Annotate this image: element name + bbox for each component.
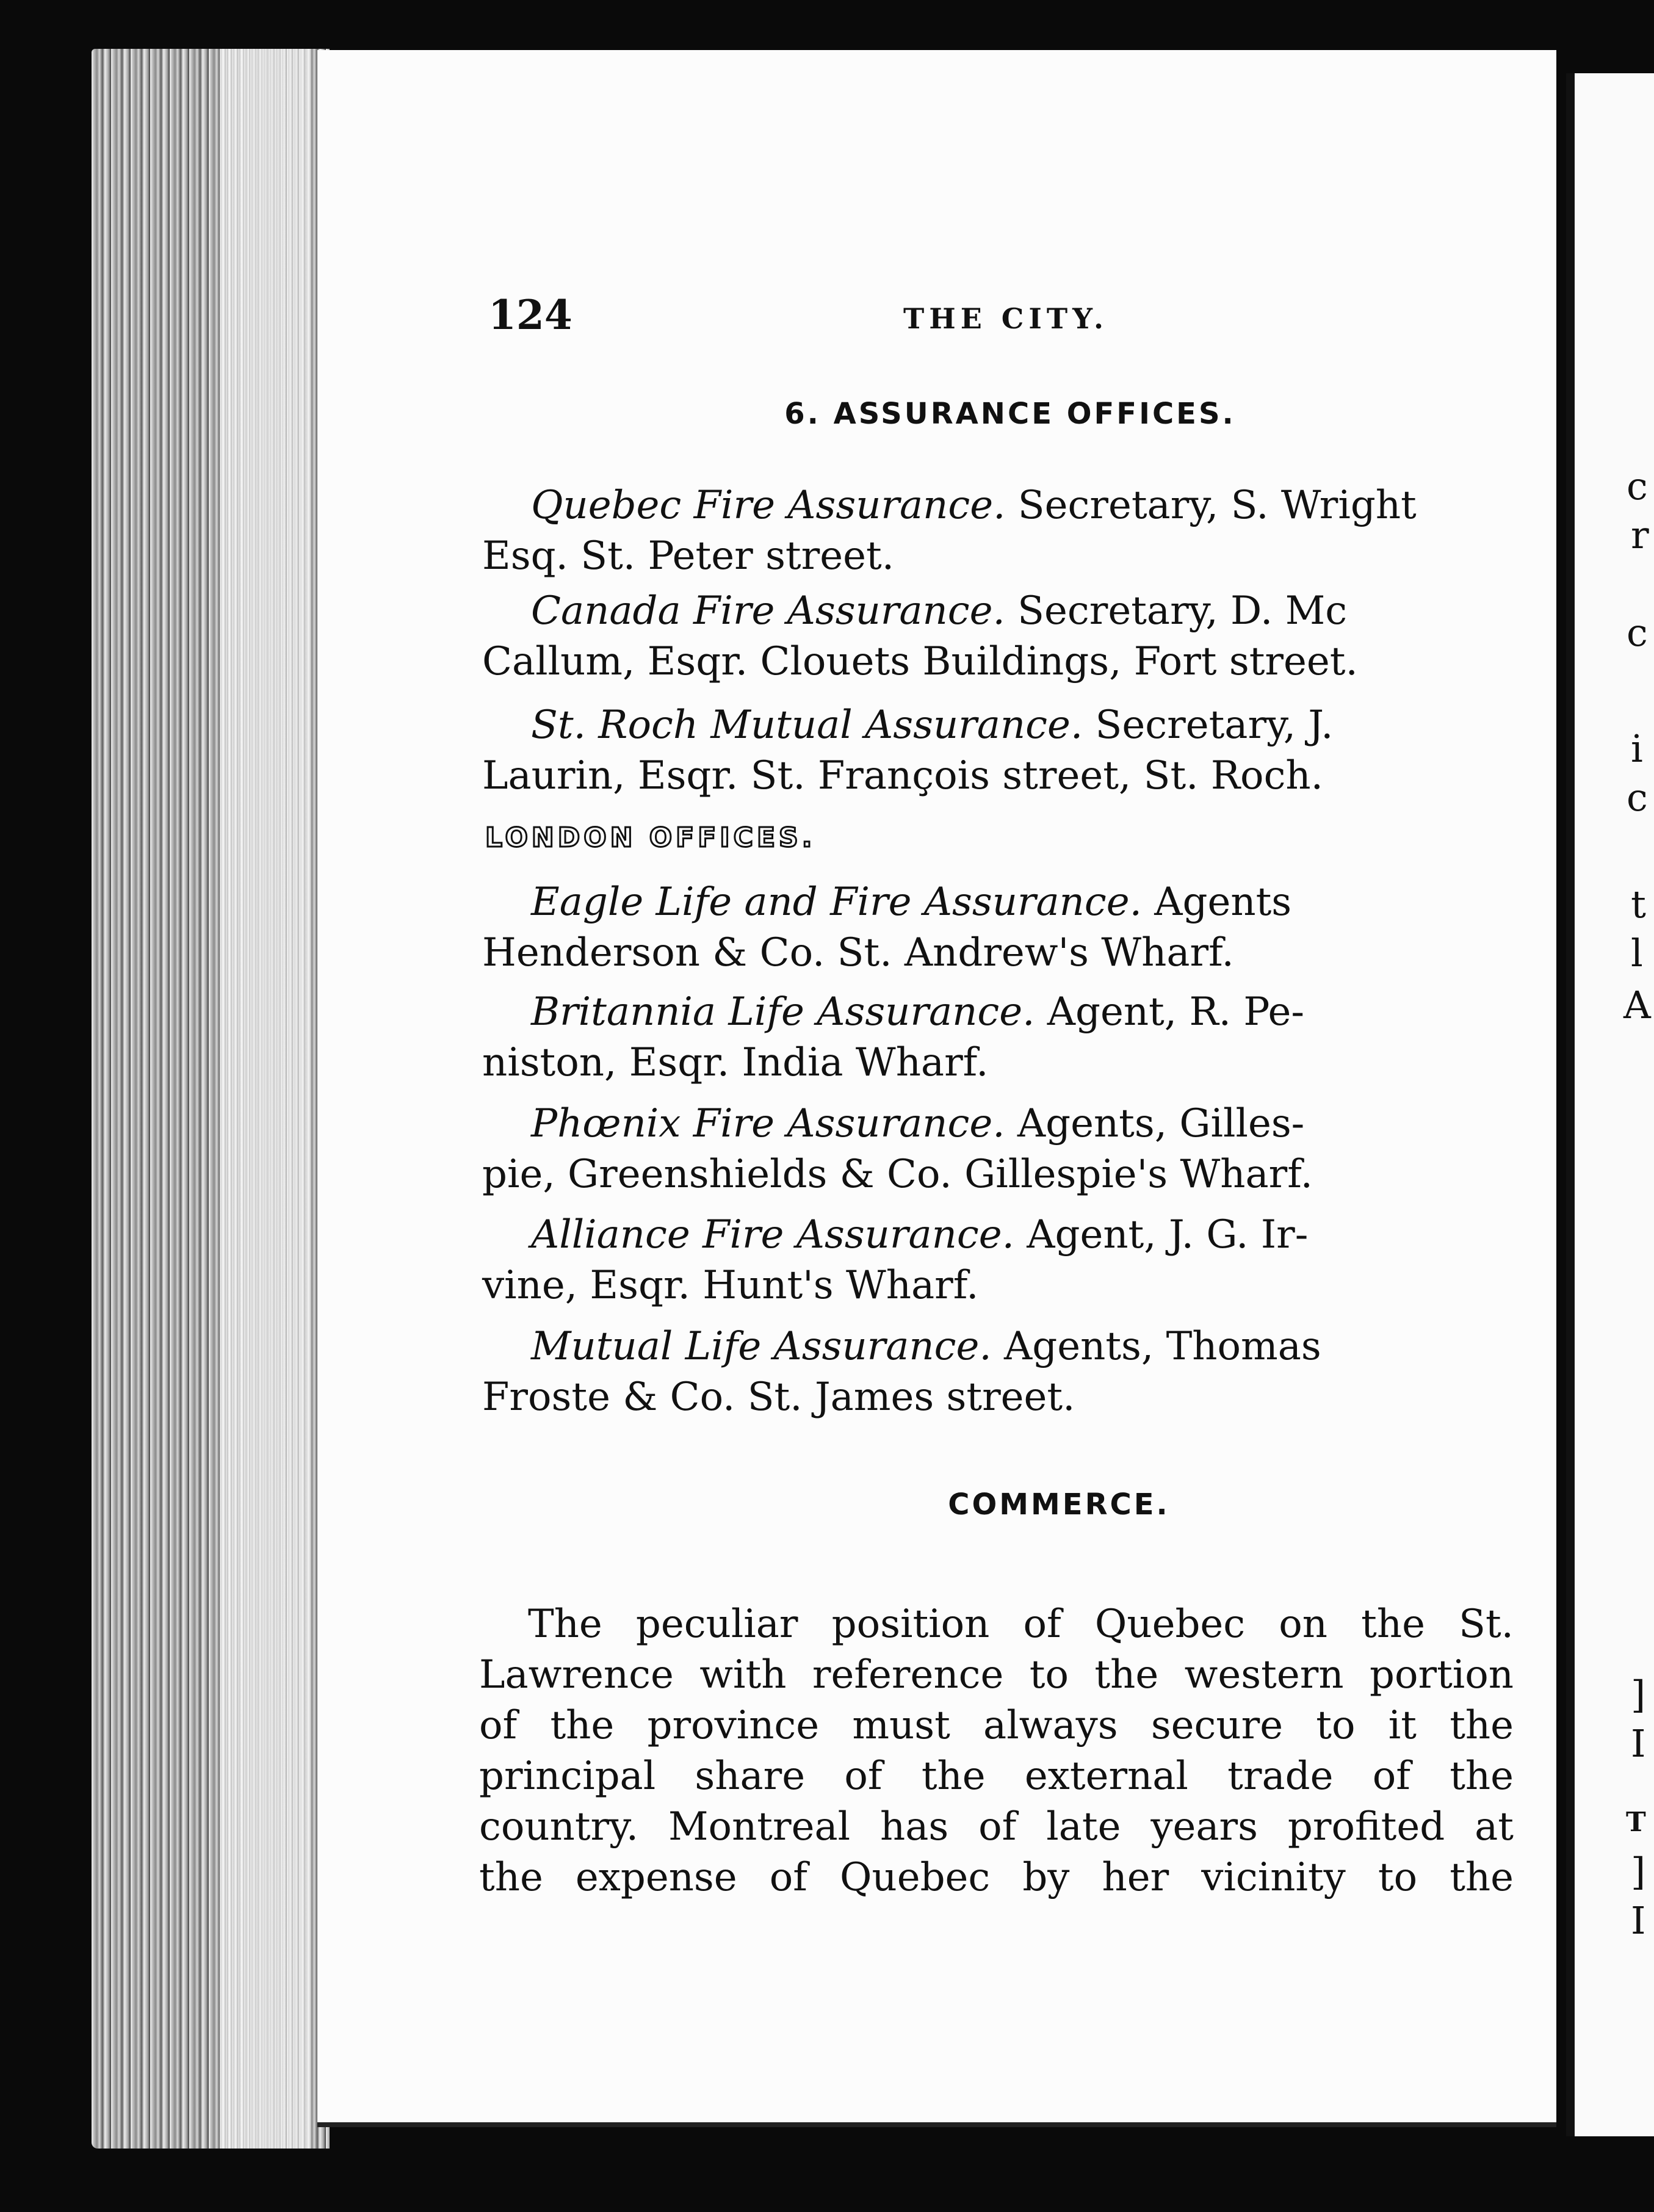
entry-line1-rest: Secretary, D. Mc [1005,588,1348,634]
running-title: THE CITY. [903,302,1109,335]
entry-line1-rest: Agents, Gilles- [1005,1101,1305,1146]
entry-eagle-life [482,877,1514,978]
facing-page-glyph: I [1631,1898,1646,1943]
facing-page-glyph: I [1631,1721,1646,1766]
entry-canada-fire [482,586,1514,687]
facing-page-glyph: ] [1631,1672,1646,1717]
london-offices-heading: LONDON OFFICES. [485,822,816,853]
facing-page-glyph: c [1627,610,1648,655]
facing-page-glyph: l [1631,931,1643,975]
entry-line2: Henderson & Co. St. Andrew's Wharf. [482,930,1234,975]
facing-page-glyph: A [1623,983,1651,1027]
paragraph-line: Lawrence with reference to the western portion [479,1652,1514,1697]
commerce-paragraph [479,1599,1514,1903]
page-number: 124 [488,291,572,339]
facing-page-glyph: c [1627,775,1648,820]
entry-name: St. Roch Mutual Assurance. [531,703,1083,748]
entry-line1-rest: Secretary, J. [1083,703,1334,748]
entry-name: Phœnix Fire Assurance. [531,1101,1005,1146]
paragraph-line: of the province must always secure to it the [479,1703,1514,1748]
entry-line1-rest: Secretary, S. Wright [1005,483,1417,528]
entry-line2: Laurin, Esqr. St. François street, St. Roch. [482,753,1323,798]
assurance-offices-heading: 6. ASSURANCE OFFICES. [784,397,1236,431]
entry-line1-rest: Agents [1141,880,1292,925]
entry-alliance-fire [482,1210,1514,1311]
commerce-heading: COMMERCE. [948,1487,1170,1522]
entry-line2: Froste & Co. St. James street. [482,1375,1075,1420]
facing-page-glyph: i [1631,726,1643,771]
entry-line2: pie, Greenshields & Co. Gillespie's Wharf. [482,1152,1313,1197]
entry-line1-rest: Agents, Thomas [991,1324,1321,1369]
entry-name: Mutual Life Assurance. [531,1324,992,1369]
entry-name: Eagle Life and Fire Assurance. [531,880,1142,925]
entry-mutual-life [482,1321,1514,1423]
facing-page-glyph: ] [1631,1849,1646,1894]
facing-page-glyph: T [1626,1807,1646,1838]
entry-name: Alliance Fire Assurance. [531,1212,1014,1257]
entry-line2: Esq. St. Peter street. [482,533,895,579]
entry-quebec-fire [482,480,1514,582]
running-head [488,291,1495,346]
entry-name: Quebec Fire Assurance. [531,483,1006,528]
entry-name: Canada Fire Assurance. [531,588,1005,634]
entry-line2: vine, Esqr. Hunt's Wharf. [482,1263,979,1308]
entry-line1-rest: Agent, R. Pe- [1035,989,1304,1035]
entry-britannia-life [482,987,1514,1088]
facing-page-glyph: c [1627,464,1648,508]
paragraph-line: The peculiar position of Quebec on the St. [528,1602,1514,1647]
book-page [317,50,1556,2127]
entry-line2: niston, Esqr. India Wharf. [482,1040,989,1085]
facing-page [1566,73,1654,2136]
entry-phoenix-fire [482,1099,1514,1200]
facing-page-glyph: t [1631,882,1646,927]
entry-name: Britannia Life Assurance. [531,989,1035,1035]
paragraph-line: the expense of Quebec by her vicinity to the [479,1855,1514,1900]
paragraph-line: country. Montreal has of late years profited at [479,1804,1514,1849]
facing-page-glyph: r [1631,513,1649,557]
paragraph-line: principal share of the external trade of the [479,1754,1514,1799]
entry-st-roch-mutual [482,700,1514,801]
entry-line1-rest: Agent, J. G. Ir- [1014,1212,1309,1257]
entry-line2: Callum, Esqr. Clouets Buildings, Fort street. [482,639,1358,684]
book-page-edges-inner [220,49,311,2149]
